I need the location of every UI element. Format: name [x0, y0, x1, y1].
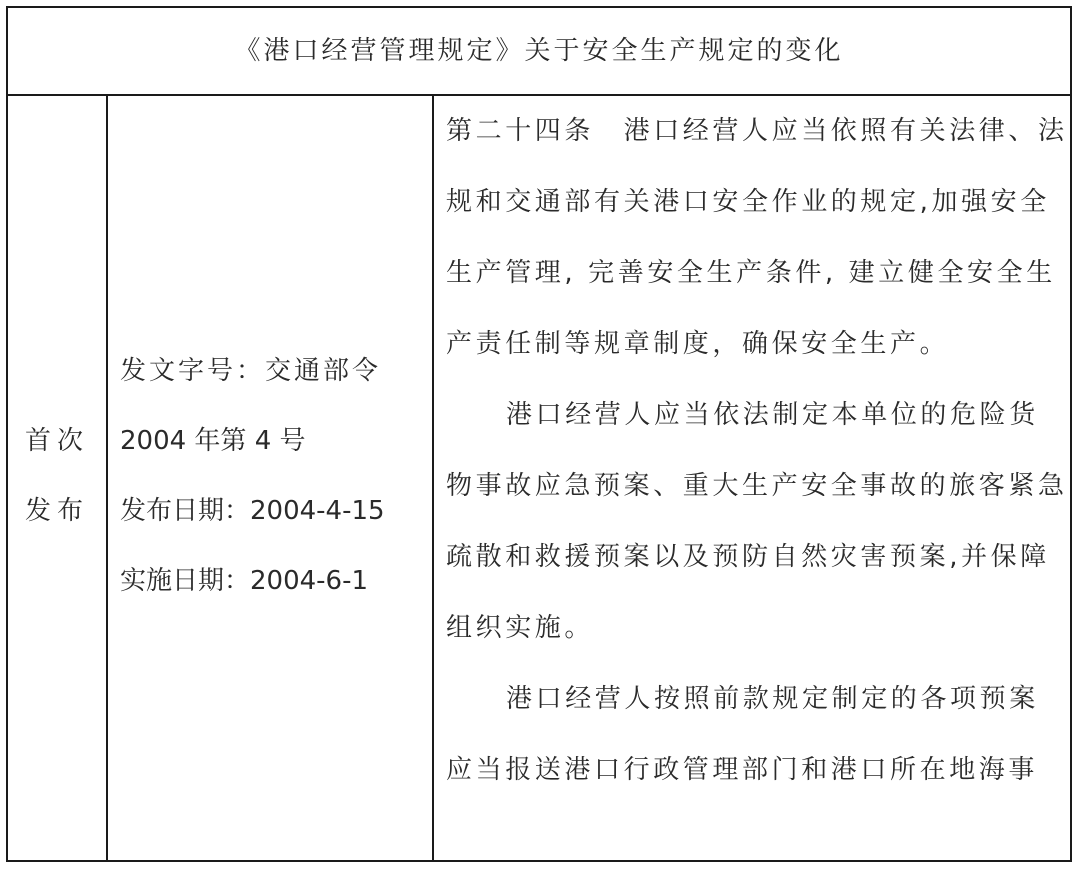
- content-line: 第二十四条 港口经营人应当依照有关法律、法: [446, 116, 1068, 146]
- effective-date: 实施日期：2004-6-1: [120, 566, 369, 596]
- content-line: 港口经营人按照前款规定制定的各项预案: [506, 684, 1039, 714]
- issue-date: 发布日期：2004-4-15: [120, 496, 385, 526]
- content-line: 港口经营人应当依法制定本单位的危险货: [506, 400, 1039, 430]
- doc-number-label: 发文字号：交通部令: [120, 356, 382, 386]
- document-table: [6, 6, 1072, 862]
- content-line: 生产管理, 完善安全生产条件, 建立健全安全生: [446, 258, 1056, 288]
- content-line: 产责任制等规章制度，确保安全生产。: [446, 329, 950, 359]
- content-line: 规和交通部有关港口安全作业的规定,加强安全: [446, 187, 1050, 217]
- table-title: 《港口经营管理规定》关于安全生产规定的变化: [8, 8, 1070, 96]
- column-divider-1: [106, 96, 108, 860]
- content-line: 应当报送港口行政管理部门和港口所在地海事: [446, 755, 1039, 785]
- content-line: 物事故应急预案、重大生产安全事故的旅客紧急: [446, 471, 1068, 501]
- release-type-line-1: 首次: [24, 426, 89, 456]
- document-info-cell: [120, 336, 426, 616]
- release-type-line-2: 发布: [24, 496, 89, 526]
- doc-number-value: 2004 年第 4 号: [120, 426, 306, 456]
- content-line: 疏散和救援预案以及预防自然灾害预案,并保障: [446, 542, 1050, 572]
- content-line: 组织实施。: [446, 613, 595, 643]
- regulation-content-cell: [446, 96, 1070, 806]
- release-type-cell: [8, 406, 106, 546]
- column-divider-2: [432, 96, 434, 860]
